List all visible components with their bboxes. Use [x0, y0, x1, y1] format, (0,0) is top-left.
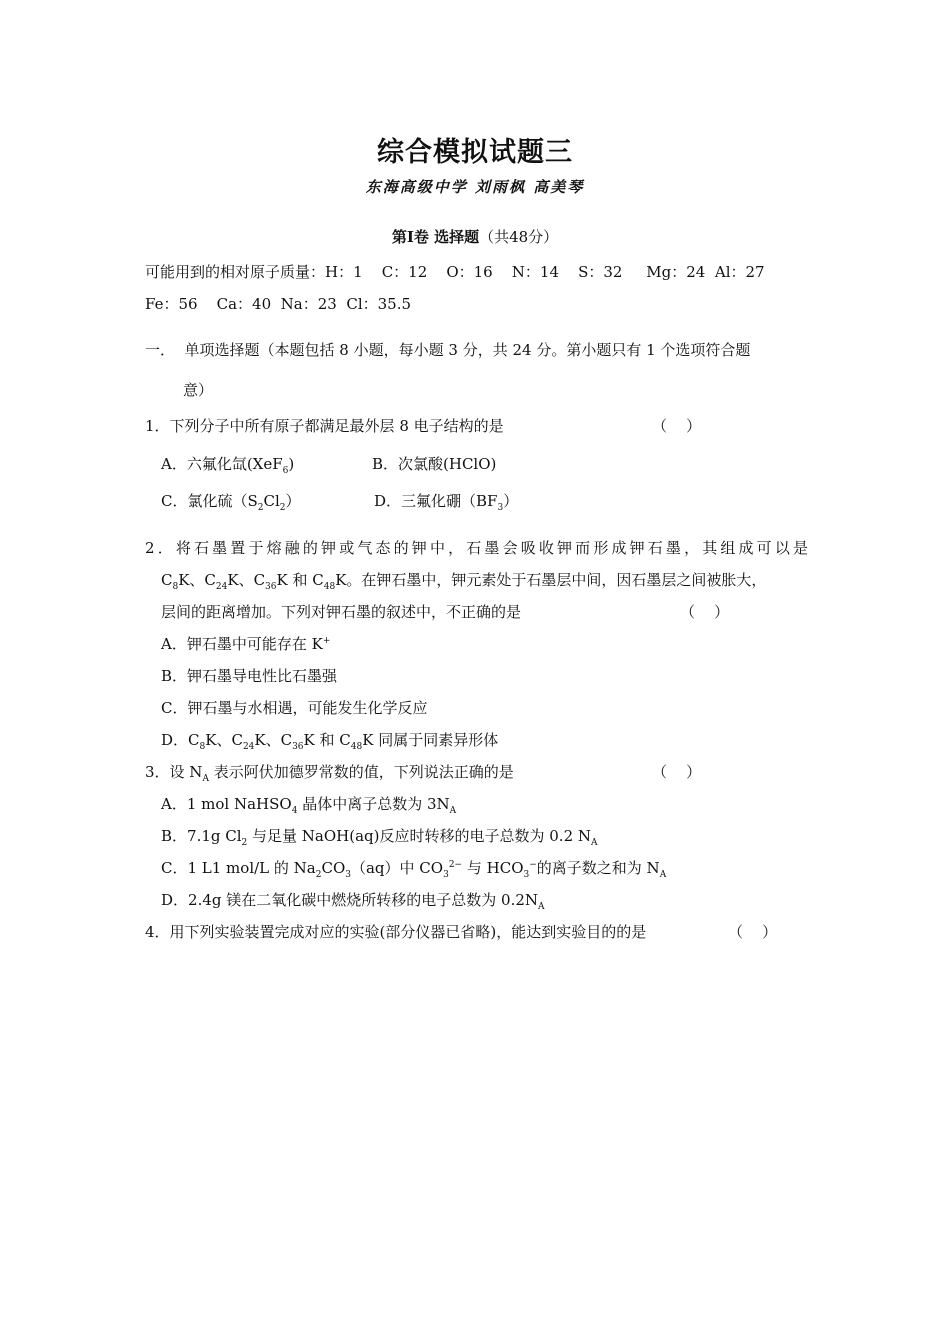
q1-option-a: A．六氟化氙(XeF$_6$) [161, 455, 295, 476]
q3-option-b: B．7.1g $Cl_2$ 与足量 NaOH(aq)反应时转移的电子总数为 0.2 $N_A$ [161, 827, 598, 848]
q3-stem: 3．设 $N_A$ 表示阿伏加德罗常数的值，下列说法正确的是 [145, 763, 514, 784]
atomic-masses-line2: Fe：56 Ca：40 Na：23 Cl：35.5 [145, 295, 412, 313]
q1-option-b: B．次氯酸(HClO) [372, 455, 497, 473]
q4-stem: 4．用下列实验装置完成对应的实验(部分仪器已省略)，能达到实验目的的是 [145, 923, 647, 941]
q2-stem-line1: 2．将石墨置于熔融的钾或气态的钾中，石墨会吸收钾而形成钾石墨，其组成可以是 [145, 539, 808, 557]
part1-instruction: 一． 单项选择题（本题包括 8 小题，每小题 3 分，共 24 分。第小题只有 1 个选项符合题 [145, 341, 751, 359]
q3-option-c: C．1 L1 mol/L 的 $Na_2CO_3(aq)$中 $CO_3^{2-}$ 与 $HCO_3^-$的离子数之和为 $N_A$ [161, 859, 667, 880]
atomic-masses-line1: 可能用到的相对原子质量：H：1 C：12 O：16 N：14 S：32 Mg：24 Al：27 [145, 263, 765, 281]
q2-option-d: D．$C_8K$、$C_{24}K$、$C_{36}K$ 和 $C_{48}K$ 同属于同素异形体 [161, 731, 499, 752]
authors-line: 东海高级中学 刘雨枫 高美琴 [365, 178, 585, 196]
section-heading [0, 226, 950, 247]
section-title: 第Ⅰ卷 选择题 [391, 228, 480, 246]
page-title: 综合模拟试题三 [377, 137, 573, 168]
q3-answer-paren: （ ） [652, 763, 702, 781]
q1-option-d: D．三氟化硼$(BF_3)$ [374, 492, 519, 513]
q1-option-c: C．氯化硫$(S_2Cl_2)$ [161, 492, 301, 513]
q2-answer-paren: （ ） [680, 603, 730, 621]
q1-stem: 1．下列分子中所有原子都满足最外层 8 电子结构的是 [145, 417, 504, 435]
q3-option-a: A．1 mol NaHSO$_4$ 晶体中离子总数为 $3N_A$ [161, 795, 457, 816]
q2-option-b: B．钾石墨导电性比石墨强 [161, 667, 338, 685]
q2-stem-line3: 层间的距离增加。下列对钾石墨的叙述中，不正确的是 [161, 603, 522, 621]
part1-instruction-cont: 意） [183, 381, 214, 399]
q3-option-d: D．2.4g 镁在二氧化碳中燃烧所转移的电子总数为 $0.2N_A$ [161, 891, 545, 912]
q2-option-a: A．钾石墨中可能存在 K+ [161, 635, 331, 653]
q4-answer-paren: （ ） [728, 923, 778, 941]
section-note: （共48分） [479, 228, 559, 246]
q2-option-c: C．钾石墨与水相遇，可能发生化学反应 [161, 699, 428, 717]
q1-answer-paren: （ ） [652, 417, 702, 435]
q2-stem-line2: $C_8K$、$C_{24}K$、$C_{36}K$ 和 $C_{48}K$。在钾石墨中，钾元素处于石墨层中间，因石墨层之间被胀大， [161, 571, 767, 592]
